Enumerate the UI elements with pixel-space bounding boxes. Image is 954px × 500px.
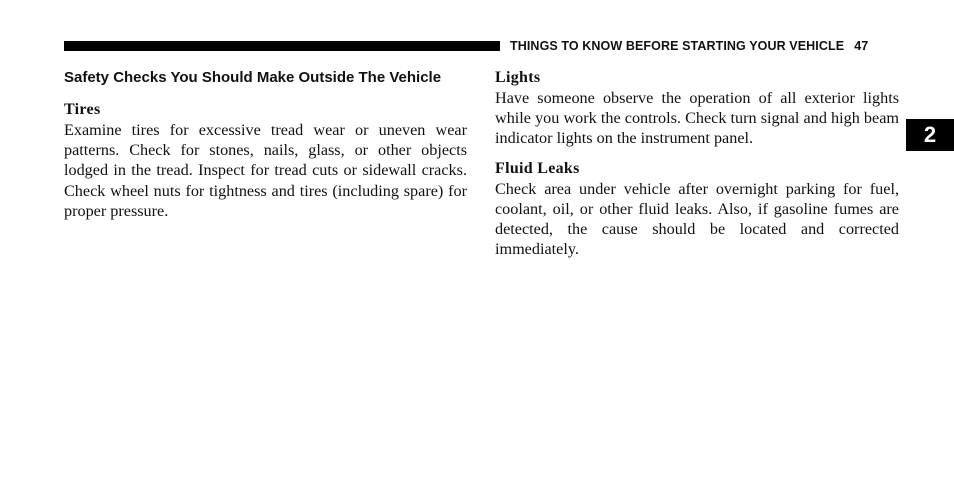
running-title: THINGS TO KNOW BEFORE STARTING YOUR VEHICLE: [510, 39, 845, 53]
fluid-leaks-paragraph: Check area under vehicle after overnight parking for fuel, coolant, oil, or other fluid leaks. Also, if gasoline fumes are detected, the cause should be located and corrected immediately.: [495, 179, 899, 259]
left-column: [64, 68, 467, 221]
fluid-leaks-heading: Fluid Leaks: [495, 159, 580, 177]
chapter-tab: 2: [906, 119, 954, 151]
running-header: [510, 38, 900, 54]
lights-heading: Lights: [495, 69, 541, 86]
right-column: [495, 68, 899, 259]
tires-heading: Tires: [64, 101, 101, 118]
page-number: 47: [854, 39, 869, 53]
tires-paragraph: Examine tires for excessive tread wear or uneven wear patterns. Check for stones, nails, glass, or other objects lodged in the tread. Inspect for tread cuts or sidewall cracks. Check wheel nuts for tightness and tires (including spare) for proper pressure.: [64, 121, 467, 220]
header-rule: [64, 41, 500, 51]
section-title: Safety Checks You Should Make Outside The Vehicle: [64, 69, 442, 86]
lights-paragraph: Have someone observe the operation of all exterior lights while you work the controls. Check turn signal and high beam indicator lights on the instrument panel.: [495, 89, 899, 148]
